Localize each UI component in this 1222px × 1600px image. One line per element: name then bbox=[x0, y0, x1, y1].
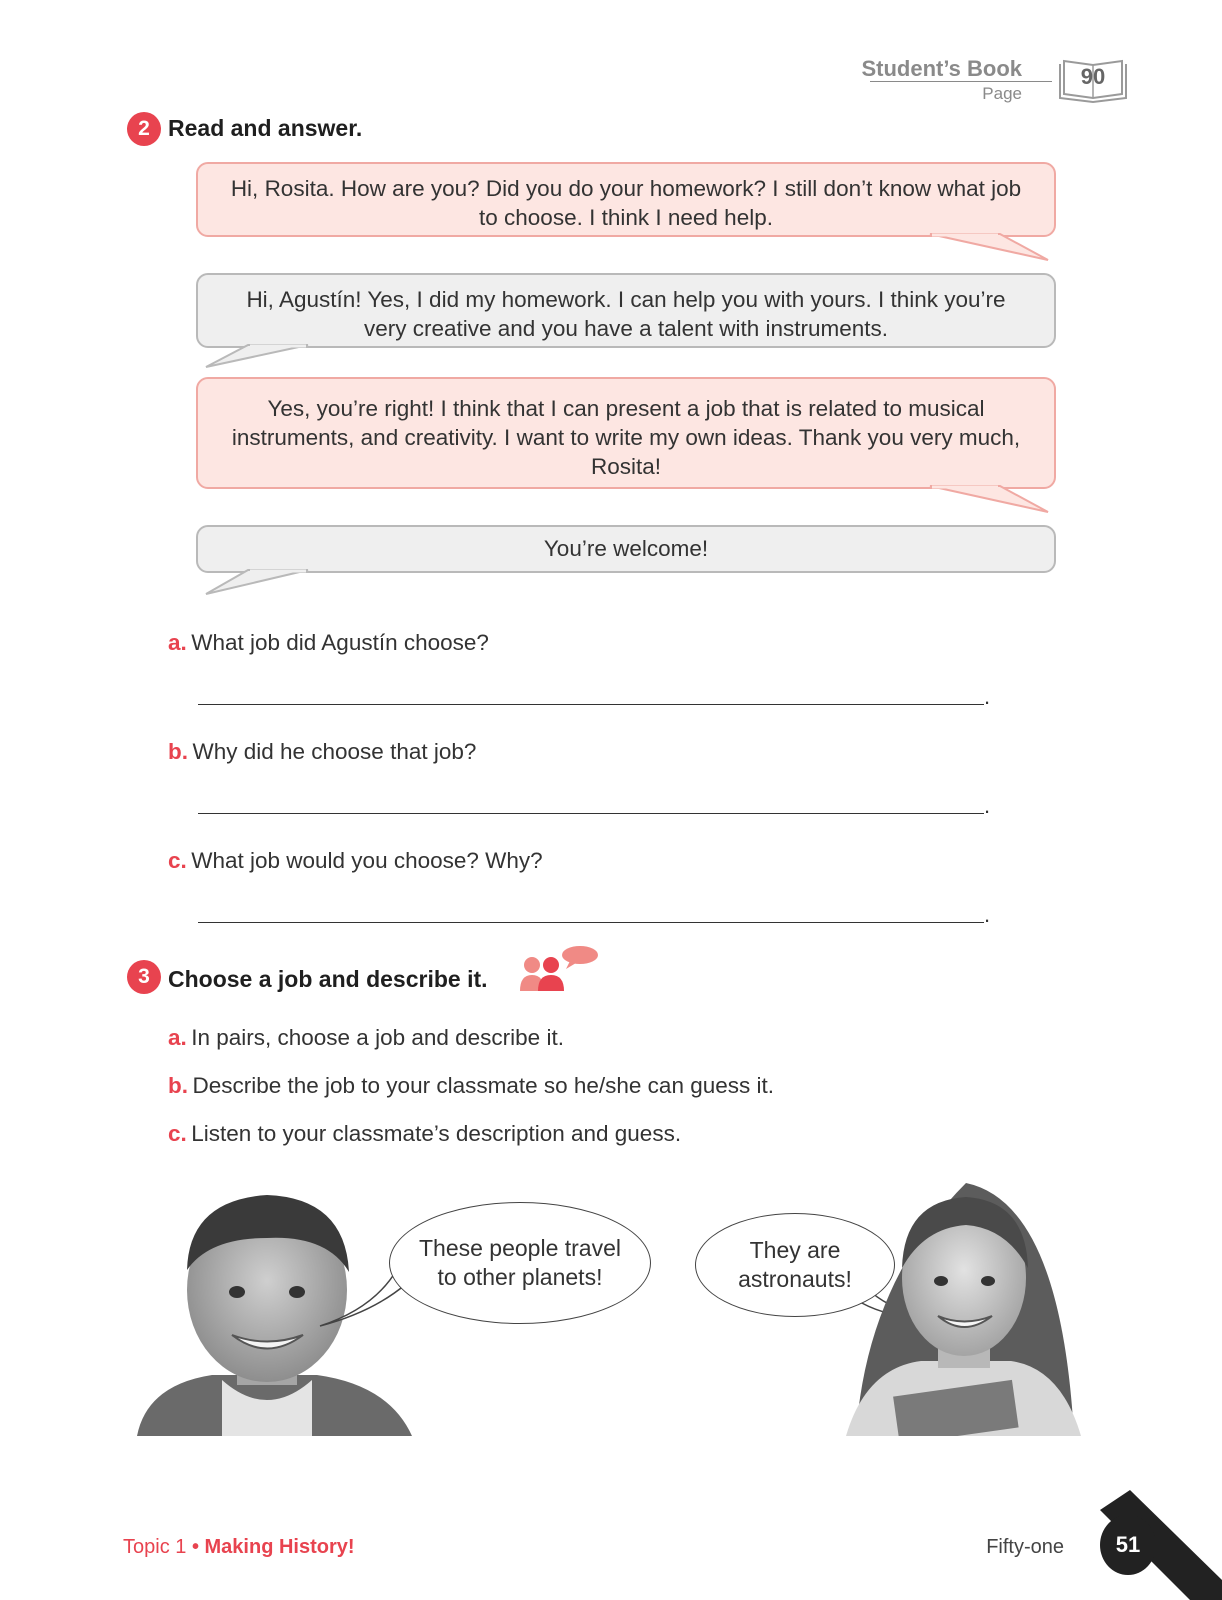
step-b bbox=[168, 1073, 774, 1099]
header-divider bbox=[870, 81, 1052, 82]
question-c bbox=[168, 848, 543, 874]
answer-period: . bbox=[984, 793, 991, 818]
girl-speech-text: They are astronauts! bbox=[738, 1237, 852, 1292]
bubble-tail bbox=[204, 345, 314, 371]
answer-period: . bbox=[984, 902, 991, 927]
step-text: In pairs, choose a job and describe it. bbox=[191, 1025, 564, 1050]
topic-bullet: • bbox=[191, 1536, 199, 1558]
boy-speech-bubble bbox=[389, 1202, 651, 1324]
topic-number: Topic 1 bbox=[123, 1536, 187, 1558]
page-number-words: Fifty-one bbox=[986, 1536, 1064, 1558]
bubble-tail bbox=[930, 234, 1050, 264]
dialogue-bubble-agustin-2 bbox=[196, 377, 1056, 489]
dialogue-bubble-rosita-2 bbox=[196, 525, 1056, 573]
step-text: Describe the job to your classmate so he/she can guess it. bbox=[192, 1073, 775, 1098]
step-a bbox=[168, 1025, 564, 1051]
question-text: What job did Agustín choose? bbox=[191, 630, 489, 655]
page-reference-number: 90 bbox=[1080, 64, 1106, 89]
dialogue-text: Yes, you’re right! I think that I can present a job that is related to musical instruments, and creativity. I want to write my own ideas. Thank you very much, Rosita! bbox=[231, 396, 1021, 479]
bubble-tail bbox=[930, 486, 1050, 516]
answer-line-b[interactable] bbox=[198, 813, 984, 814]
topic-title: Making History! bbox=[204, 1536, 355, 1558]
answer-line-c[interactable] bbox=[198, 922, 984, 923]
question-letter: c. bbox=[168, 848, 187, 873]
question-b bbox=[168, 739, 476, 765]
topic-footer bbox=[123, 1536, 355, 1559]
students-book-label: Student’s Book bbox=[861, 56, 1022, 81]
section-3-title: Choose a job and describe it. bbox=[168, 966, 488, 992]
question-text: What job would you choose? Why? bbox=[191, 848, 543, 873]
question-letter: a. bbox=[168, 630, 187, 655]
dialogue-bubble-rosita-1 bbox=[196, 273, 1056, 348]
question-text: Why did he choose that job? bbox=[192, 739, 477, 764]
girl-photo bbox=[826, 1173, 1096, 1436]
page-number-badge: 51 bbox=[1100, 1515, 1156, 1575]
step-letter: c. bbox=[168, 1121, 187, 1146]
section-2-number: 2 bbox=[127, 112, 161, 146]
bubble-tail bbox=[204, 570, 314, 600]
dialogue-text: Hi, Rosita. How are you? Did you do your homework? I still don’t know what job to choose. I think I need help. bbox=[230, 176, 1022, 230]
answer-line-a[interactable] bbox=[198, 704, 984, 705]
question-a bbox=[168, 630, 489, 656]
dialogue-text: You’re welcome! bbox=[543, 536, 709, 561]
step-c bbox=[168, 1121, 681, 1147]
page-label: Page bbox=[982, 84, 1022, 103]
question-letter: b. bbox=[168, 739, 188, 764]
dialogue-text: Hi, Agustín! Yes, I did my homework. I can help you with yours. I think you’re very creative and you have a talent with instruments. bbox=[246, 287, 1006, 341]
dialogue-bubble-agustin-1 bbox=[196, 162, 1056, 237]
answer-period: . bbox=[984, 684, 991, 709]
step-text: Listen to your classmate’s description and guess. bbox=[191, 1121, 682, 1146]
pair-work-icon bbox=[518, 945, 600, 995]
section-3-number: 3 bbox=[127, 960, 161, 994]
boy-speech-text: These people travel to other planets! bbox=[418, 1235, 621, 1290]
section-2-title: Read and answer. bbox=[168, 115, 363, 141]
step-letter: a. bbox=[168, 1025, 187, 1050]
step-letter: b. bbox=[168, 1073, 188, 1098]
